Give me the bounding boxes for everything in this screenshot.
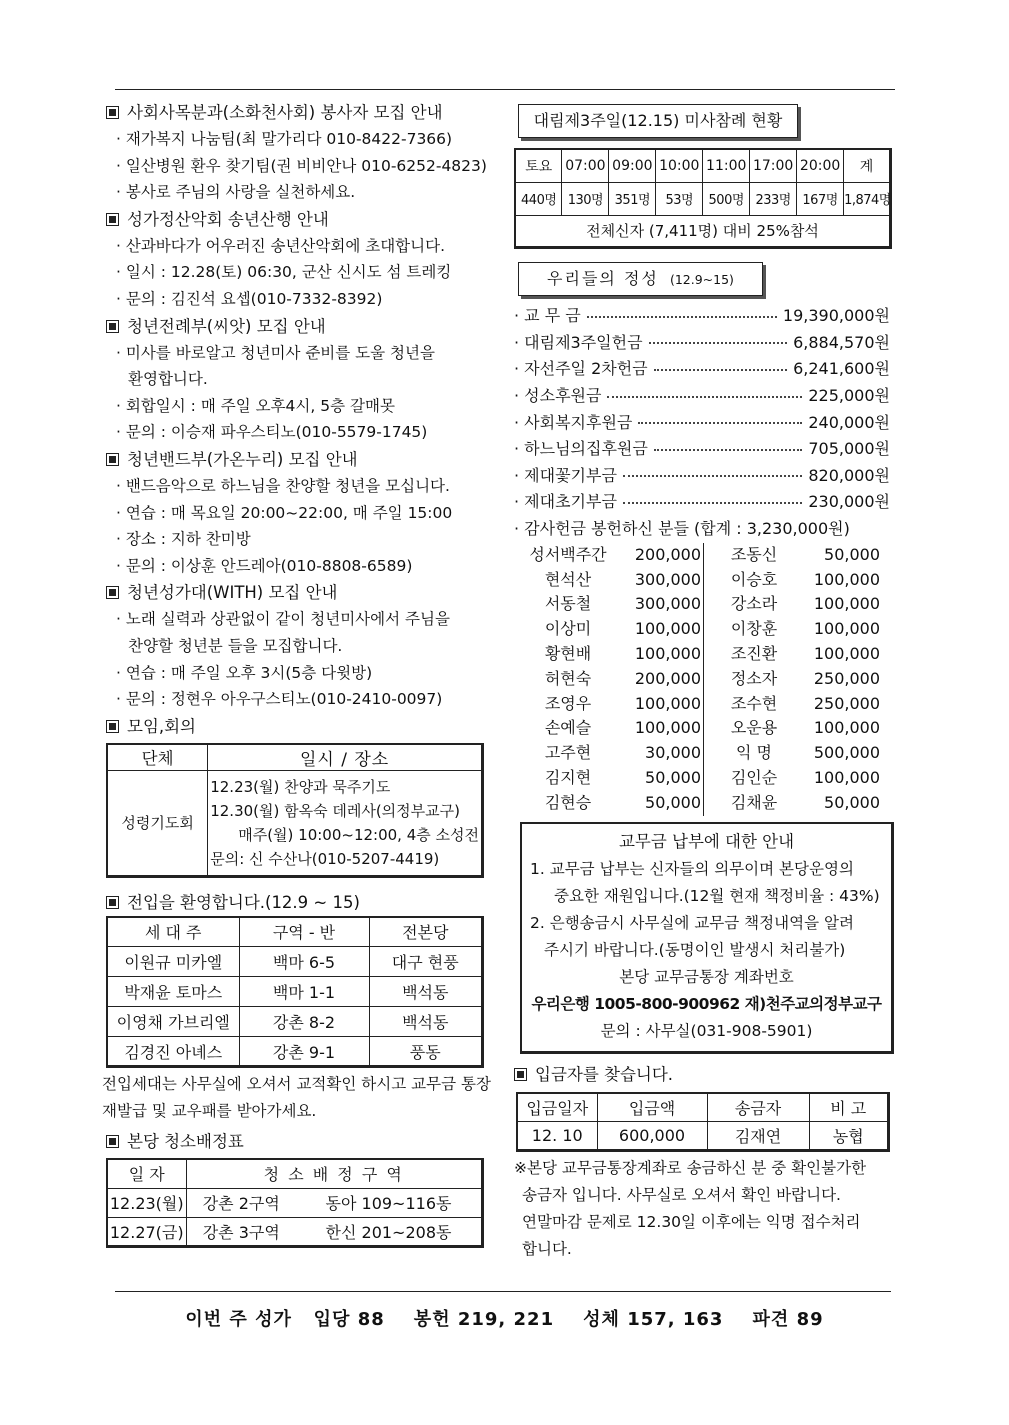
donor-amount: 50,000 xyxy=(824,792,880,812)
donor-amount: 250,000 xyxy=(813,668,880,688)
top-rule xyxy=(115,89,895,90)
table-row: 12.23(월) 강촌 2구역 동아 109~116동 xyxy=(107,1188,483,1217)
group-name: 성령기도회 xyxy=(107,770,208,876)
donor-row xyxy=(514,692,896,717)
cleaning-table xyxy=(106,1158,484,1248)
donor-name: 이승호 xyxy=(730,569,778,589)
table-header: 전본당 xyxy=(369,917,483,947)
donor-row xyxy=(514,543,896,568)
square-bullet-icon xyxy=(106,720,119,733)
table-header: 세 대 주 xyxy=(107,917,239,947)
section-title: 본당 청소배정표 xyxy=(106,1128,491,1155)
donor-amount: 100,000 xyxy=(813,768,880,788)
text-line: · 장소 : 지하 찬미방 xyxy=(116,530,251,549)
donor-name: 김인순 xyxy=(730,768,778,788)
square-bullet-icon xyxy=(106,586,119,599)
dues-line: 중요한 재원입니다.(12월 현재 책정비율 : 43%) xyxy=(554,886,880,905)
donor-amount: 100,000 xyxy=(813,644,880,664)
text-line: · 연습 : 매 주일 오후 3시(5층 다윗방) xyxy=(116,663,373,682)
section-youth-liturgy xyxy=(106,313,491,446)
square-bullet-icon xyxy=(106,453,119,466)
donor-row xyxy=(514,568,896,593)
section-title: 입금자를 찾습니다. xyxy=(514,1061,896,1088)
table-header: 일 자 xyxy=(107,1159,186,1188)
square-bullet-icon xyxy=(106,1135,119,1148)
text-line: · 일산병원 환우 찾기팀(권 비비안나 010-6252-4823) xyxy=(116,156,487,175)
dues-title: 교무금 납부에 대한 안내 xyxy=(618,831,795,851)
donor-name: 황현배 xyxy=(544,644,592,664)
bottom-rule xyxy=(115,1291,891,1292)
text-line: · 연습 : 매 목요일 20:00~22:00, 매 주일 15:00 xyxy=(116,503,453,522)
text-line: · 재가복지 나눔팀(최 말가리다 010-8422-7366) xyxy=(116,130,453,148)
text-line: · 일시 : 12.28(토) 06:30, 군산 신시도 섬 트레킹 xyxy=(116,263,452,282)
dues-box xyxy=(520,822,894,1054)
left-column xyxy=(102,99,491,1248)
donor-amount: 100,000 xyxy=(622,642,704,667)
donor-name: 김현승 xyxy=(544,792,592,812)
table-header: 청 소 배 정 구 역 xyxy=(186,1159,483,1188)
donor-name: 오운용 xyxy=(730,718,778,738)
donor-amount: 100,000 xyxy=(813,718,880,738)
donor-row xyxy=(514,741,896,766)
table-row: 이영채 가브리엘 강촌 8-2 백석동 xyxy=(107,1007,483,1037)
donor-name: 이창훈 xyxy=(730,619,778,639)
donor-name: 성서백주간 xyxy=(529,544,607,564)
section-youth-choir xyxy=(106,579,491,712)
donor-name: 김지현 xyxy=(544,768,592,788)
list-item: · 제대꽃기부금 820,000원 xyxy=(514,465,890,485)
deposit-notes: ※본당 교무금통장계좌로 송금하신 분 중 확인불가한 송금자 입니다. 사무실로 오셔서 확인 바랍니다. 연말마감 문제로 12.30일 이후에는 익명 접수처리 합니다. xyxy=(514,1159,867,1259)
list-item: · 자선주일 2차헌금 6,241,600원 xyxy=(514,359,890,379)
donor-row xyxy=(514,766,896,791)
donor-name: 조동신 xyxy=(730,544,778,564)
mass-title: 대림제3주일(12.15) 미사참례 현황 xyxy=(518,104,798,138)
donor-name: 허현숙 xyxy=(544,668,592,688)
donor-amount: 500,000 xyxy=(813,743,880,763)
text-line: · 밴드음악으로 하느님을 찬양할 청년을 모십니다. xyxy=(116,476,450,495)
donor-row xyxy=(514,592,896,617)
donor-name: 이상미 xyxy=(544,619,592,639)
table-row: 440명 130명 351명 53명 500명 233명 167명 1,874명 xyxy=(515,182,891,215)
list-item: · 교 무 금 19,390,000원 xyxy=(514,306,890,326)
section-title: 성가정산악회 송년산행 안내 xyxy=(106,206,491,233)
donor-amount: 100,000 xyxy=(813,594,880,614)
dues-line: 주시기 바랍니다.(동명이인 발생시 처리불가) xyxy=(544,940,846,959)
donor-name: 김채윤 xyxy=(730,792,778,812)
donor-name: 조진환 xyxy=(730,644,778,664)
welcome-table xyxy=(106,916,484,1069)
text-line: 환영합니다. xyxy=(128,370,208,389)
hymn-footer: 이번 주 성가 입당 88 봉헌 219, 221 성체 157, 163 파견 89 xyxy=(185,1309,824,1330)
table-row: 박재윤 토마스 백마 1-1 백석동 xyxy=(107,977,483,1007)
account-number: 우리은행 1005-800-900962 재)천주교의정부교구 xyxy=(531,994,882,1013)
donor-name: 강소라 xyxy=(730,594,778,614)
donor-amount: 50,000 xyxy=(824,544,880,564)
section-welcome xyxy=(102,889,491,1126)
meeting-table xyxy=(106,743,484,878)
table-header: 단체 xyxy=(107,744,208,771)
text-line: · 노래 실력과 상관없이 같이 청년미사에서 주님을 xyxy=(116,610,450,629)
list-item: · 사회복지후원금 240,000원 xyxy=(514,412,890,432)
text-line: · 미사를 바로알고 청년미사 준비를 도울 청년을 xyxy=(116,343,435,362)
section-title: 청년전례부(씨앗) 모집 안내 xyxy=(106,313,491,340)
donor-amount: 50,000 xyxy=(622,791,704,816)
section-meeting xyxy=(106,713,491,878)
thanks-total: · 감사헌금 봉헌하신 분들 (합계 : 3,230,000원) xyxy=(514,519,850,539)
dues-contact: 문의 : 사무실(031-908-5901) xyxy=(600,1021,813,1040)
table-row: 12. 10 600,000 김재연 농협 xyxy=(517,1122,889,1151)
offering-title: 우리들의 정성 (12.9~15) xyxy=(518,262,763,296)
donor-row xyxy=(514,791,896,816)
meeting-details: 12.23(월) 찬양과 묵주기도 12.30(월) 함옥숙 데레사(의정부교구) 매주(월) 10:00~12:00, 4층 소성전 문의: 신 수산나(010-5207-4419) xyxy=(208,770,483,876)
section-title: 모임,회의 xyxy=(106,713,491,740)
text-line: · 문의 : 이승재 파우스티노(010-5579-1745) xyxy=(116,423,428,442)
section-deposit xyxy=(514,1061,896,1264)
donor-name: 고주현 xyxy=(544,743,592,763)
text-line: · 봉사로 주님의 사랑을 실천하세요. xyxy=(116,183,356,202)
attendance-summary: 전체신자 (7,411명) 대비 25%참석 xyxy=(515,215,891,247)
offering-list xyxy=(514,302,896,541)
list-item: · 하느님의집후원금 705,000원 xyxy=(514,439,890,459)
section-youth-band xyxy=(106,446,491,579)
donor-name: 조수현 xyxy=(730,693,778,713)
table-row: 12.27(금) 강촌 3구역 한신 201~208동 xyxy=(107,1217,483,1246)
text-line: · 산과바다가 어우러진 송년산악회에 초대합니다. xyxy=(116,236,446,255)
donor-name: 정소자 xyxy=(730,668,778,688)
donor-amount: 100,000 xyxy=(813,569,880,589)
donor-row xyxy=(514,716,896,741)
text-line: · 회합일시 : 매 주일 오후4시, 5층 갈매못 xyxy=(116,396,395,415)
table-header: 일시 / 장소 xyxy=(208,744,483,771)
table-header: 구역 - 반 xyxy=(239,917,369,947)
donor-name: 조영우 xyxy=(544,693,592,713)
donor-amount: 50,000 xyxy=(622,766,704,791)
donor-name: 서동철 xyxy=(544,594,592,614)
donor-amount: 100,000 xyxy=(813,619,880,639)
donor-amount: 250,000 xyxy=(813,693,880,713)
section-cleaning xyxy=(106,1128,491,1248)
list-item: · 성소후원금 225,000원 xyxy=(514,386,890,406)
donor-row xyxy=(514,667,896,692)
section-volunteer xyxy=(106,99,491,206)
section-title: 청년성가대(WITH) 모집 안내 xyxy=(106,579,491,606)
text-line: · 문의 : 이상훈 안드레아(010-8808-6589) xyxy=(116,556,413,575)
donor-amount: 30,000 xyxy=(622,741,704,766)
section-hiking xyxy=(106,206,491,313)
square-bullet-icon xyxy=(106,896,119,909)
text-line: · 문의 : 정현우 아우구스티노(010-2410-0097) xyxy=(116,690,443,709)
mass-table: 토요 07:00 09:00 10:00 11:00 17:00 20:00 계 440명 130명 351명 53명 500명 233명 167명 1,874명 전체신자 (7,411명) 대비 25%참석 xyxy=(514,148,892,249)
donor-amount: 100,000 xyxy=(622,716,704,741)
donor-amount: 200,000 xyxy=(622,543,704,568)
donor-name: 손예슬 xyxy=(544,718,592,738)
table-row: 김경진 아녜스 강촌 9-1 풍동 xyxy=(107,1037,483,1067)
donor-row xyxy=(514,642,896,667)
square-bullet-icon xyxy=(106,106,119,119)
donor-amount: 300,000 xyxy=(622,592,704,617)
donor-row xyxy=(514,617,896,642)
section-title: 청년밴드부(가온누리) 모집 안내 xyxy=(106,446,491,473)
donor-amount: 100,000 xyxy=(622,617,704,642)
square-bullet-icon xyxy=(106,213,119,226)
section-title: 전입을 환영합니다.(12.9 ~ 15) xyxy=(106,889,491,916)
donor-name: 익 명 xyxy=(736,743,772,763)
text-line: · 문의 : 김진석 요셉(010-7332-8392) xyxy=(116,289,383,308)
donor-name: 현석산 xyxy=(544,569,592,589)
dues-line: 1. 교무금 납부는 신자들의 의무이며 본당운영의 xyxy=(530,859,854,878)
square-bullet-icon xyxy=(106,320,119,333)
list-item: · 대림제3주일헌금 6,884,570원 xyxy=(514,332,890,352)
donor-amount: 200,000 xyxy=(622,667,704,692)
table-row: 이원규 미카엘 백마 6-5 대구 현풍 xyxy=(107,947,483,977)
donor-amount: 300,000 xyxy=(622,568,704,593)
right-column xyxy=(514,104,896,1263)
donor-list xyxy=(514,543,896,816)
account-title: 본당 교무금통장 계좌번호 xyxy=(619,967,794,986)
square-bullet-icon xyxy=(514,1068,527,1081)
welcome-note: 전입세대는 사무실에 오셔서 교적확인 하시고 교무금 통장 재발급 및 교우패를 받아가세요. xyxy=(102,1075,491,1121)
donor-amount: 100,000 xyxy=(622,692,704,717)
text-line: 찬양할 청년분 들을 모집합니다. xyxy=(128,636,343,655)
deposit-table: 입금일자 입금액 송금자 비 고 12. 10 600,000 김재연 농협 xyxy=(516,1092,890,1153)
list-item: · 제대초기부금 230,000원 xyxy=(514,492,890,512)
section-title: 사회사목분과(소화천사회) 봉사자 모집 안내 xyxy=(106,99,491,126)
dues-line: 2. 은행송금시 사무실에 교무금 책정내역을 알려 xyxy=(530,913,854,932)
